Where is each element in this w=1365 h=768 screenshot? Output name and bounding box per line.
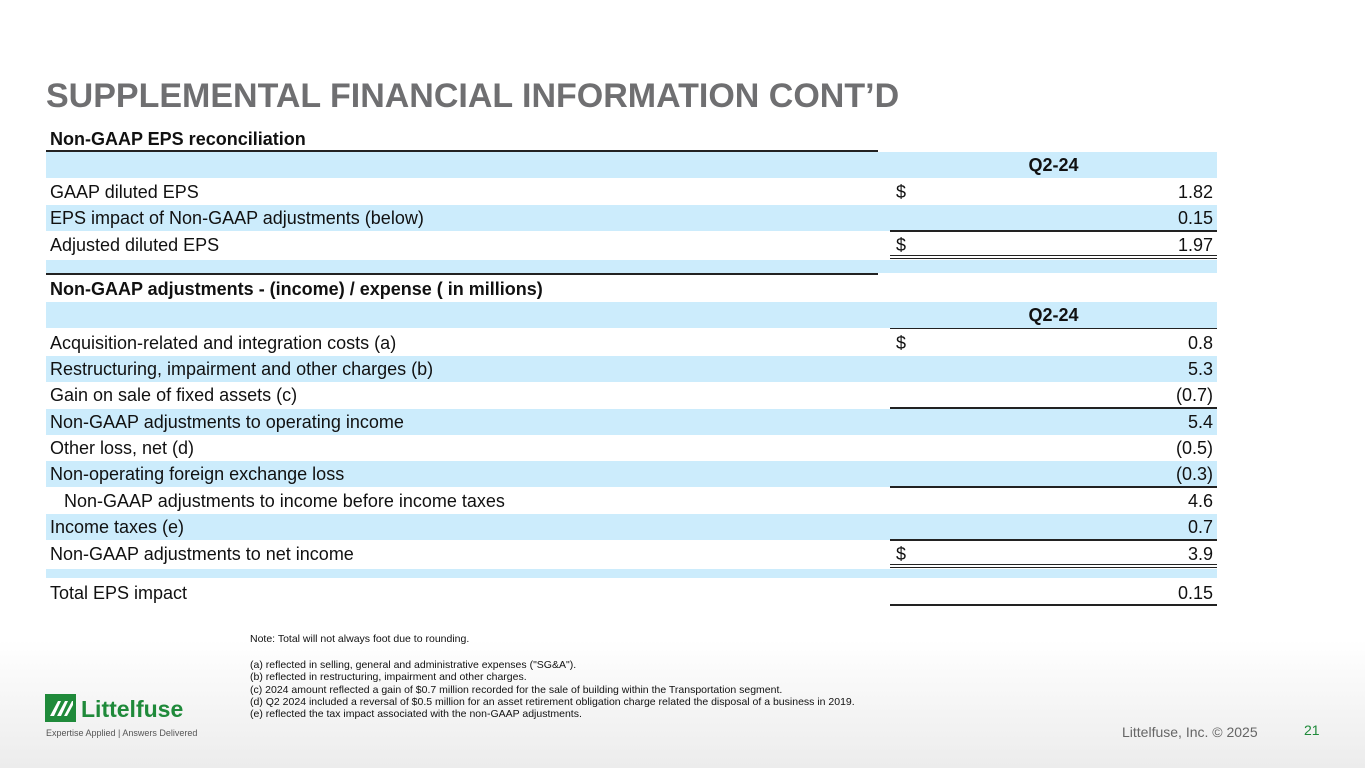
header-underline: [890, 328, 1217, 329]
footnote-a: (a) reflected in selling, general and administrative expenses ("SG&A").: [250, 659, 577, 672]
row-value: (0.5): [1175, 438, 1213, 458]
adjustments-heading: Non-GAAP adjustments - (income) / expense ( in millions): [50, 279, 543, 299]
table-row: [46, 409, 1217, 435]
spacer-row: [46, 569, 1217, 578]
table-row: [46, 205, 1217, 231]
table-row: [46, 179, 1217, 205]
table-row: [46, 435, 1217, 461]
row-label: Non-GAAP adjustments to net income: [50, 544, 354, 564]
row-value: 0.7: [1187, 517, 1213, 537]
currency-symbol: $: [896, 182, 907, 202]
eps-heading-row: [46, 126, 1217, 152]
row-label: Restructuring, impairment and other charges (b): [50, 359, 434, 379]
total-double-rule: [890, 564, 1217, 568]
eps-period-row: [46, 152, 1217, 178]
spacer-row: [46, 260, 1217, 273]
footnote-e: (e) reflected the tax impact associated with the non-GAAP adjustments.: [250, 708, 582, 721]
row-value: 0.15: [1177, 208, 1213, 228]
table-row-total: [46, 580, 1217, 606]
row-value: 4.6: [1187, 491, 1213, 511]
logo-text: Littelfuse: [81, 696, 184, 722]
row-value: 0.8: [1187, 333, 1213, 353]
rounding-note: Note: Total will not always foot due to rounding.: [250, 633, 470, 645]
table-row: [46, 461, 1217, 487]
row-value: 1.97: [1177, 235, 1213, 255]
total-eps-impact-value: 0.15: [1177, 583, 1213, 603]
adjustments-heading-row: [46, 276, 1217, 302]
section-rule: [46, 273, 878, 275]
row-label: GAAP diluted EPS: [50, 182, 199, 202]
row-value: (0.3): [1175, 464, 1213, 484]
table-row: [46, 356, 1217, 382]
footnotes: [250, 633, 855, 720]
row-value: 1.82: [1177, 182, 1213, 202]
row-value: 3.9: [1187, 544, 1213, 564]
total-eps-impact-label: Total EPS impact: [50, 583, 188, 603]
eps-period-header: Q2-24: [1028, 155, 1079, 175]
slide-title: SUPPLEMENTAL FINANCIAL INFORMATION CONT’D: [46, 77, 900, 115]
footnote-d: (d) Q2 2024 included a reversal of $0.5 million for an asset retirement obligation charge related the disposal of a business in 2019.: [250, 695, 855, 708]
currency-symbol: $: [896, 235, 907, 255]
footnote-c: (c) 2024 amount reflected a gain of $0.7 million recorded for the sale of building within the Transportation segment.: [250, 683, 783, 696]
table-row: [46, 330, 1217, 356]
row-label: EPS impact of Non-GAAP adjustments (below): [50, 208, 424, 228]
row-label: Other loss, net (d): [50, 438, 195, 458]
row-label: Income taxes (e): [50, 517, 185, 537]
row-label: Adjusted diluted EPS: [50, 235, 220, 255]
table-row: [46, 514, 1217, 540]
row-label: Non-GAAP adjustments to operating income: [50, 412, 404, 432]
footnote-b: (b) reflected in restructuring, impairment and other charges.: [250, 671, 527, 684]
row-label: Non-operating foreign exchange loss: [50, 464, 345, 484]
row-value: (0.7): [1175, 385, 1213, 405]
adjustments-period-header: Q2-24: [1028, 305, 1079, 325]
logo-tagline: Expertise Applied | Answers Delivered: [46, 728, 198, 738]
total-double-rule: [890, 255, 1217, 259]
eps-heading: Non-GAAP EPS reconciliation: [50, 129, 306, 149]
page-number: 21: [1304, 722, 1320, 738]
currency-symbol: $: [896, 544, 907, 564]
row-label: Non-GAAP adjustments to income before income taxes: [64, 491, 505, 511]
littelfuse-mark-icon: [45, 694, 76, 722]
currency-symbol: $: [896, 333, 907, 353]
row-value: 5.4: [1187, 412, 1213, 432]
copyright: Littelfuse, Inc. © 2025: [1122, 724, 1258, 740]
table-row: [46, 382, 1217, 408]
row-label: Gain on sale of fixed assets (c): [50, 385, 298, 405]
adjustments-period-row: [46, 302, 1217, 328]
row-label: Acquisition-related and integration costs (a): [50, 333, 397, 353]
row-value: 5.3: [1187, 359, 1213, 379]
total-rule: [890, 604, 1217, 606]
table-row: [46, 488, 1217, 514]
